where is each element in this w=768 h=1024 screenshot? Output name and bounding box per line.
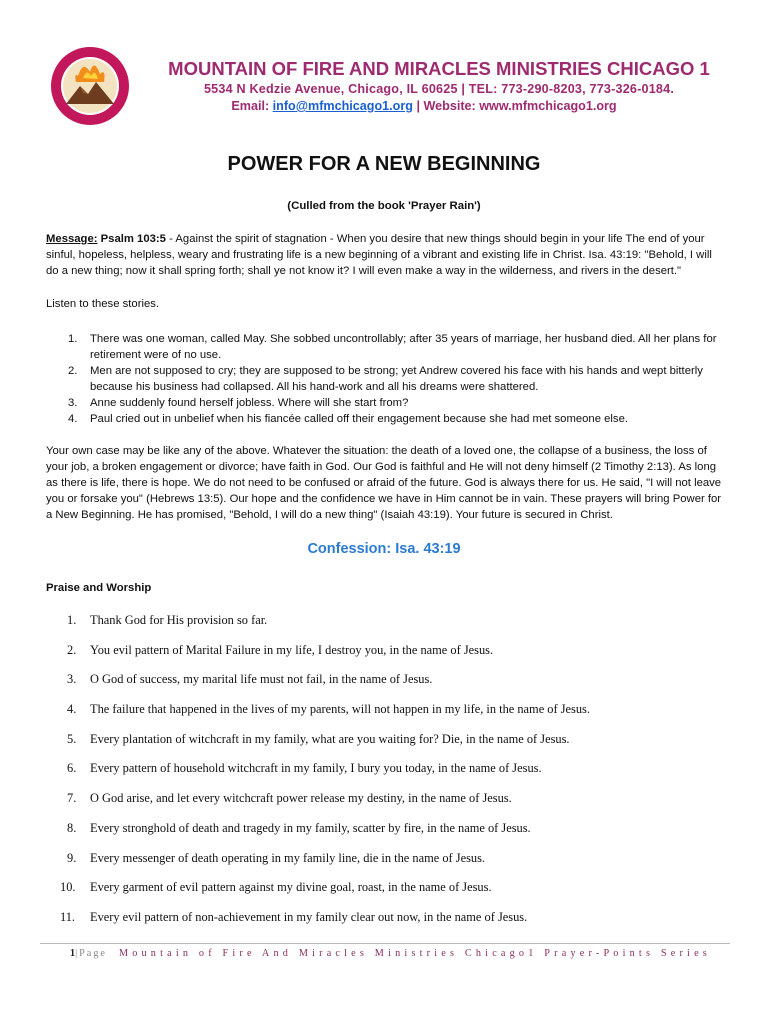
confession-heading: Confession: Isa. 43:19 — [307, 541, 461, 557]
list-item: 8. Every stronghold of death and tragedy in my family, scatter by fire, in the name of Jesus. — [67, 820, 531, 835]
contact-line — [40, 99, 768, 113]
page-footer — [70, 948, 711, 959]
list-item: 3. Anne suddenly found herself jobless. Where will she start from? — [68, 397, 409, 409]
footer-series: Mountain of Fire And Miracles Ministries Chicago1 Prayer-Points Series — [118, 948, 711, 959]
list-item: 2. Men are not supposed to cry; they are supposed to be strong; yet Andrew covered his face with his hands and wept bitterly because his business had collapsed. All his hand-work and all his dreams were shattered. — [68, 365, 703, 393]
website-text: | Website: www.mfmchicago1.org — [412, 99, 617, 113]
page-subtitle: (Culled from the book 'Prayer Rain') — [287, 200, 481, 212]
list-item: 2. You evil pattern of Marital Failure in my life, I destroy you, in the name of Jesus. — [67, 642, 494, 657]
page-number: 1 — [70, 948, 76, 959]
org-address: 5534 N Kedzie Avenue, Chicago, IL 60625 | TEL: 773-290-8203, 773-326-0184. — [203, 82, 675, 96]
list-item: 7. O God arise, and let every witchcraft power release my destiny, in the name of Jesus. — [67, 791, 512, 806]
list-item: 9. Every messenger of death operating in my family line, die in the name of Jesus. — [67, 850, 486, 865]
page-word: |Page — [75, 948, 107, 959]
praise-heading: Praise and Worship — [46, 582, 152, 594]
message-text: - Against the spirit of stagnation - When you desire that new things should begin in your life The end of your sinful, hopeless, helpless, weary and frustrating life is a new beginning of a vibrant and existing life in Christ. Isa. 43:19: "Behold, I will do a new thing; now it shall spring forth; shall ye not know it? I will even make a way in the wilderness, and rivers in the desert." — [46, 233, 712, 277]
page-title: POWER FOR A NEW BEGINNING — [227, 153, 541, 175]
message-ref: Psalm 103:5 — [97, 233, 166, 245]
list-item: 3. O God of success, my marital life must not fail, in the name of Jesus. — [67, 672, 433, 687]
message-paragraph — [46, 231, 726, 279]
list-item: 10. Every garment of evil pattern against my divine goal, roast, in the name of Jesus. — [60, 880, 492, 895]
list-item: 5. Every plantation of witchcraft in my family, what are you waiting for? Die, in the name of Jesus. — [67, 731, 570, 746]
stories-list — [46, 331, 726, 427]
footer-divider — [40, 943, 730, 944]
list-item: 1. There was one woman, called May. She sobbed uncontrollably; after 35 years of marriage, her husband died. All her plans for retirement were of no use. — [68, 333, 717, 361]
prayer-list — [46, 612, 590, 939]
list-item: 4. The failure that happened in the lives of my parents, will not happen in my life, in the name of Jesus. — [67, 702, 590, 717]
listen-text: Listen to these stories. — [46, 298, 160, 310]
message-label: Message: — [46, 233, 98, 245]
email-label: Email: — [231, 99, 273, 113]
list-item: 1. Thank God for His provision so far. — [67, 613, 268, 627]
org-name: MOUNTAIN OF FIRE AND MIRACLES MINISTRIES CHICAGO 1 — [168, 58, 710, 79]
list-item: 4. Paul cried out in unbelief when his fiancée called off their engagement because she had met someone else. — [68, 413, 628, 425]
list-item: 11. Every evil pattern of non-achievement in my family clear out now, in the name of Jesus. — [60, 909, 528, 924]
closing-paragraph: Your own case may be like any of the above. Whatever the situation: the death of a loved one, the collapse of a business, the loss of your job, a broken engagement or divorce; have faith in God. Our God is faithful and He will not deny himself (2 Timothy 2:13). As long as there is life, there is hope. We do not need to be confused or afraid of the future. God is always there for us. He said, "I will not leave you or forsake you" (Hebrews 13:5). Our hope and the confidence we have in Him cannot be in vain. These prayers will bring Power for a New Beginning. He has promised, "Behold, I will do a new thing" (Isaiah 43:19). Your future is secured in Christ. — [46, 445, 722, 521]
email-link[interactable]: info@mfmchicago1.org — [272, 99, 413, 113]
list-item: 6. Every pattern of household witchcraft in my family, I bury you today, in the name of Jesus. — [67, 761, 542, 776]
